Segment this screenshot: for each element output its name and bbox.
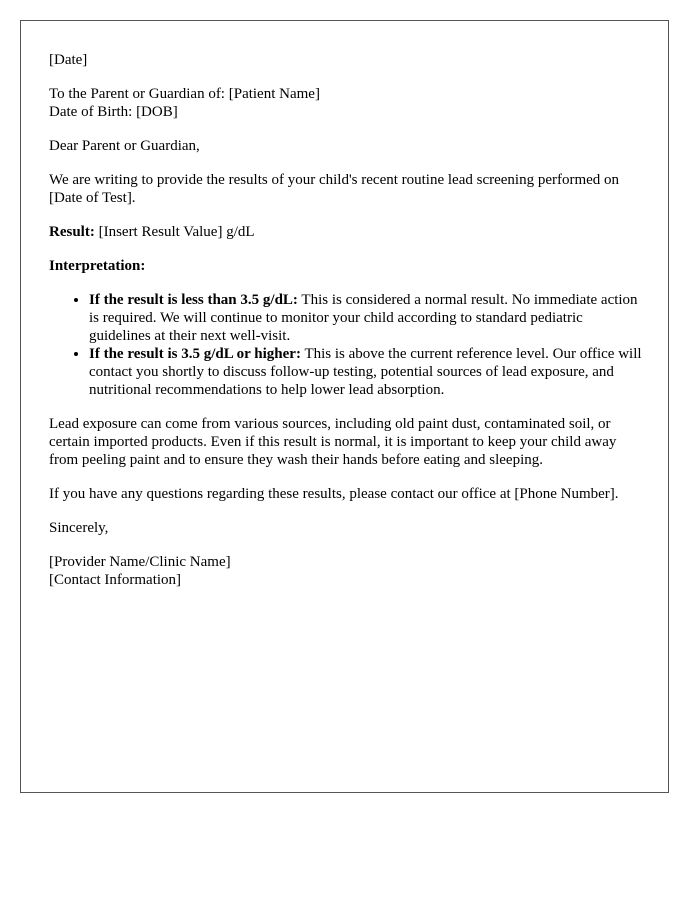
result-value: [Insert Result Value] g/dL [94, 224, 255, 240]
interpretation-heading-text: Interpretation: [49, 258, 146, 274]
letter-page [20, 20, 669, 793]
exposure-paragraph: Lead exposure can come from various sources, including old paint dust, contaminated soil, or certain imported products. Even if this result is normal, it is important to keep your child away from peeling paint and to ensure they wash their hands before eating and sleeping. [49, 416, 617, 468]
interpretation-heading [49, 257, 648, 275]
result-line [49, 223, 648, 241]
dob-line: Date of Birth: [DOB] [49, 104, 178, 120]
item-condition: If the result is less than 3.5 g/dL: [89, 292, 298, 308]
item-text: This is above the current reference level. Our office will contact you shortly to discuss follow-up testing, potential sources of lead exposure, and nutritional recommendations to help lower lead absorption. [89, 346, 642, 398]
item-text: This is considered a normal result. No immediate action is required. We will continue to monitor your child according to standard pediatric guidelines at their next well-visit. [89, 292, 638, 344]
provider-name: [Provider Name/Clinic Name] [49, 554, 231, 570]
list-item [89, 345, 648, 399]
signature-block [49, 553, 648, 589]
closing: Sincerely, [49, 520, 109, 536]
interpretation-list [49, 291, 648, 399]
recipient-block [49, 85, 648, 121]
contact-info: [Contact Information] [49, 572, 182, 588]
intro-paragraph: We are writing to provide the results of your child's recent routine lead screening performed on [Date of Test]. [49, 172, 620, 206]
result-label: Result: [49, 224, 95, 240]
recipient-line: To the Parent or Guardian of: [Patient Name] [49, 86, 320, 102]
contact-paragraph: If you have any questions regarding these results, please contact our office at [Phone Number]. [49, 486, 619, 502]
salutation: Dear Parent or Guardian, [49, 138, 200, 154]
date: [Date] [49, 52, 88, 68]
item-condition: If the result is 3.5 g/dL or higher: [89, 346, 301, 362]
list-item [89, 291, 648, 345]
